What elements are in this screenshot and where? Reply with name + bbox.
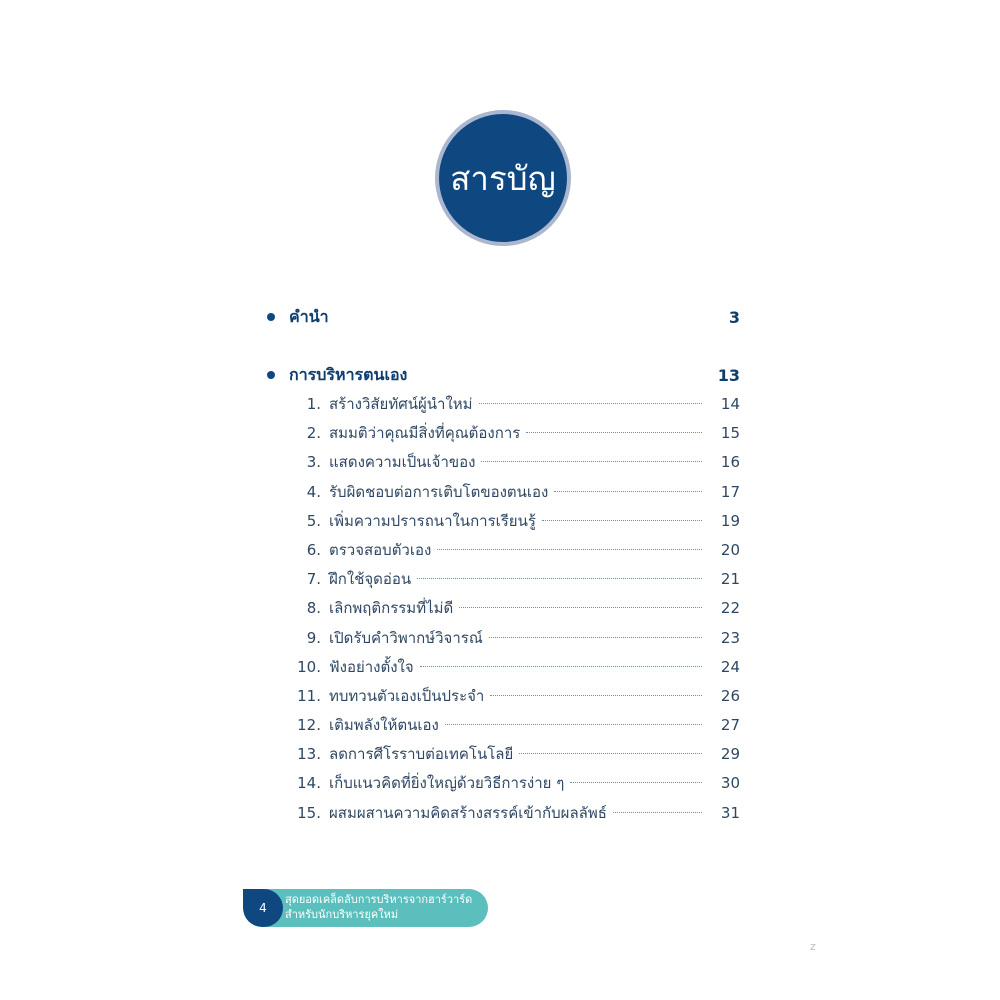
toc-entry-page: 17: [720, 482, 740, 501]
toc-entry[interactable]: [265, 711, 740, 740]
dot-leader: [613, 812, 702, 813]
toc-entry-title: สมมติว่าคุณมีสิ่งที่คุณต้องการ: [329, 424, 521, 443]
toc-entry-page: 30: [720, 774, 740, 793]
dot-leader: [554, 491, 702, 492]
toc-entry-number: 8.: [306, 599, 321, 618]
toc-entry-number: 2.: [306, 424, 321, 443]
bullet-icon: [267, 313, 275, 321]
section-spacer: [265, 332, 740, 360]
bullet-icon: [267, 371, 275, 379]
title-badge: [435, 110, 571, 246]
toc-section-page: 3: [728, 307, 740, 327]
dot-leader: [526, 432, 702, 433]
toc-entry-page: 21: [720, 570, 740, 589]
page-number: 4: [259, 901, 267, 915]
toc-entry[interactable]: [265, 653, 740, 682]
dot-leader: [481, 461, 702, 462]
dot-leader: [490, 695, 702, 696]
toc-entry[interactable]: [265, 536, 740, 565]
toc-entry-number: 4.: [306, 482, 321, 501]
toc-entry-list: [265, 390, 740, 828]
toc-entry-title: เก็บแนวคิดที่ยิ่งใหญ่ด้วยวิธีการง่าย ๆ: [329, 774, 565, 793]
toc-section-title: การบริหารตนเอง: [289, 364, 408, 384]
dot-leader: [479, 403, 702, 404]
toc-entry[interactable]: [265, 594, 740, 623]
toc-entry[interactable]: [265, 478, 740, 507]
toc-entry[interactable]: [265, 740, 740, 769]
dot-leader: [489, 637, 702, 638]
toc-entry-title: เติมพลังให้ตนเอง: [329, 716, 439, 735]
toc-entry-title: เปิดรับคำวิพากษ์วิจารณ์: [329, 628, 483, 647]
corner-mark: z: [810, 940, 816, 953]
footer-line-2: สำหรับนักบริหารยุคใหม่: [285, 908, 399, 921]
toc-entry-title: ทบทวนตัวเองเป็นประจำ: [329, 686, 485, 705]
toc-entry-page: 24: [720, 657, 740, 676]
toc-entry-page: 16: [720, 453, 740, 472]
toc-entry[interactable]: [265, 565, 740, 594]
toc-entry-number: 1.: [306, 395, 321, 413]
footer-banner: [243, 889, 488, 927]
toc-entry-page: 27: [720, 716, 740, 735]
toc-entry-title: ลดการศีโรราบต่อเทคโนโลยี: [329, 745, 514, 764]
dot-leader: [437, 549, 702, 550]
toc-entry-title: เพิ่มความปรารถนาในการเรียนรู้: [329, 511, 536, 530]
toc-entry-page: 23: [720, 628, 740, 647]
dot-leader: [519, 753, 702, 754]
toc-entry-number: 11.: [297, 686, 321, 705]
toc-entry-page: 20: [720, 540, 740, 559]
toc-entry-page: 19: [720, 511, 740, 530]
toc-entry-title: ฟังอย่างตั้งใจ: [329, 657, 414, 676]
toc-entry-number: 10.: [297, 657, 321, 676]
toc-section-title: คำนำ: [289, 306, 329, 326]
toc-entry-title: เลิกพฤติกรรมที่ไม่ดี: [329, 599, 454, 618]
toc-entry-number: 13.: [297, 745, 321, 764]
dot-leader: [570, 782, 702, 783]
toc-entry-number: 6.: [306, 540, 321, 559]
toc-entry-title: รับผิดชอบต่อการเติบโตของตนเอง: [329, 482, 549, 501]
toc-section-self-management[interactable]: [265, 360, 740, 390]
toc-entry[interactable]: [265, 799, 740, 828]
toc-section-page: 13: [717, 365, 740, 385]
toc-entry-number: 9.: [306, 628, 321, 647]
dot-leader: [445, 724, 702, 725]
footer-line-1: สุดยอดเคล็ดลับการบริหารจากฮาร์วาร์ด: [285, 893, 473, 906]
toc-entry[interactable]: [265, 390, 740, 419]
toc-entry[interactable]: [265, 448, 740, 477]
toc-entry-page: 22: [720, 599, 740, 618]
toc-entry-page: 26: [720, 686, 740, 705]
toc-entry-page: 14: [720, 395, 740, 413]
toc-entry[interactable]: [265, 769, 740, 798]
dot-leader: [542, 520, 702, 521]
toc-entry-page: 29: [720, 745, 740, 764]
toc-entry-page: 31: [720, 803, 740, 822]
footer-book-title: [285, 892, 472, 922]
toc-entry-title: ผสมผสานความคิดสร้างสรรค์เข้ากับผลลัพธ์: [329, 803, 607, 822]
dot-leader: [459, 607, 702, 608]
toc-entry[interactable]: [265, 507, 740, 536]
toc-entry-number: 14.: [297, 774, 321, 793]
page-title: สารบัญ: [450, 158, 556, 198]
toc-entry-number: 15.: [297, 803, 321, 822]
toc-entry-title: แสดงความเป็นเจ้าของ: [329, 453, 476, 472]
dot-leader: [417, 578, 702, 579]
footer-page-number: [243, 889, 283, 927]
toc-entry-title: ตรวจสอบตัวเอง: [329, 540, 432, 559]
dot-leader: [420, 666, 702, 667]
toc-entry-page: 15: [720, 424, 740, 443]
toc-entry-number: 7.: [306, 570, 321, 589]
table-of-contents: [265, 302, 740, 828]
toc-entry-number: 5.: [306, 511, 321, 530]
toc-entry-number: 3.: [306, 453, 321, 472]
toc-entry-title: สร้างวิสัยทัศน์ผู้นำใหม่: [329, 395, 473, 413]
toc-entry[interactable]: [265, 419, 740, 448]
toc-section-intro[interactable]: [265, 302, 740, 332]
toc-entry-number: 12.: [297, 716, 321, 735]
toc-entry[interactable]: [265, 682, 740, 711]
toc-entry[interactable]: [265, 624, 740, 653]
toc-entry-title: ฝึกใช้จุดอ่อน: [329, 570, 412, 589]
